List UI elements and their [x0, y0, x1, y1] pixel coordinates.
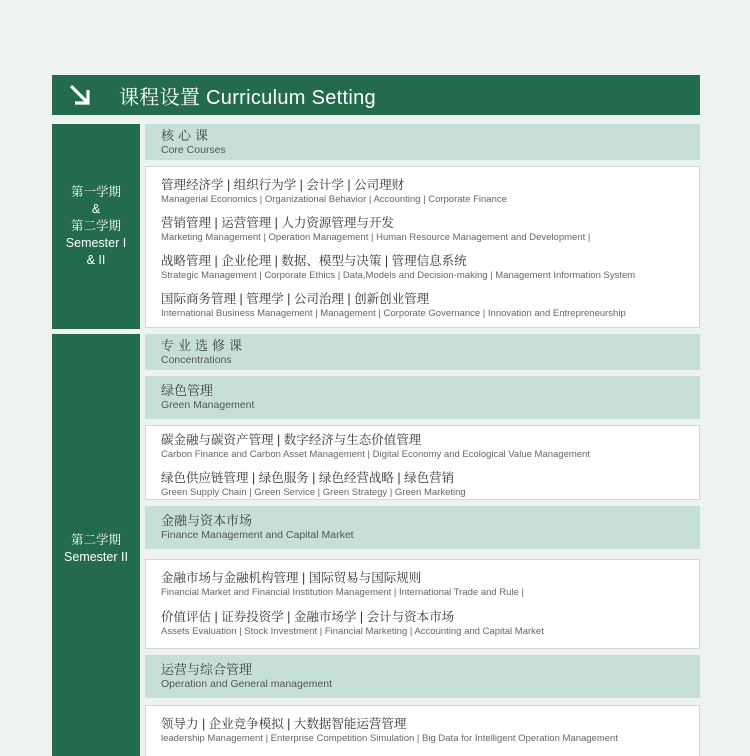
list-item: 碳金融与碳资产管理 | 数字经济与生态价值管理 Carbon Finance and Carbon Asset Management | Digital Economy and Ecological Value Management: [161, 433, 590, 460]
list-item: 领导力 | 企业竞争模拟 | 大数据智能运营管理 leadership Management | Enterprise Competition Simulation | Big Data for Intelligent Operation Management: [161, 717, 618, 744]
green-management-list: [145, 425, 700, 500]
list-item: 营销管理 | 运营管理 | 人力资源管理与开发 Marketing Management | Operation Management | Human Resource Management and Development |: [161, 216, 591, 243]
operation-heading: 运营与综合管理 Operation and General management: [145, 655, 700, 698]
operation-list: [145, 705, 700, 756]
core-courses-heading: 核心课 Core Courses: [145, 124, 700, 160]
arrow-down-right-icon: [65, 80, 95, 110]
section-title: 课程设置 Curriculum Setting: [119, 86, 376, 109]
list-item: 战略管理 | 企业伦理 | 数据、模型与决策 | 管理信息系统 Strategic Management | Corporate Ethics | Data,Models and Decision-making | Management Information System: [161, 254, 636, 281]
list-item: 绿色供应链管理 | 绿色服务 | 绿色经营战略 | 绿色营销 Green Supply Chain | Green Service | Green Strategy | Green Marketing: [161, 471, 466, 498]
list-item: 国际商务管理 | 管理学 | 公司治理 | 创新创业管理 International Business Management | Management | Corporate Governance | Innovation and Entrepreneurship: [161, 292, 626, 319]
concentrations-heading: 专业选修课 Concentrations: [145, 334, 700, 370]
finance-heading: 金融与资本市场 Finance Management and Capital Market: [145, 506, 700, 549]
green-management-heading: 绿色管理 Green Management: [145, 376, 700, 419]
section-header: [52, 75, 700, 115]
semester-label-1: 第一学期 & 第二学期 Semester I & II: [52, 124, 140, 329]
list-item: 管理经济学 | 组织行为学 | 会计学 | 公司理财 Managerial Economics | Organizational Behavior | Accounting | Corporate Finance: [161, 178, 507, 205]
list-item: 价值评估 | 证券投资学 | 金融市场学 | 会计与资本市场 Assets Evaluation | Stock Investment | Financial Marketing | Accounting and Capital Market: [161, 610, 544, 637]
list-item: 金融市场与金融机构管理 | 国际贸易与国际规则 Financial Market and Financial Institution Management | International Trade and Rule |: [161, 571, 524, 598]
semester-label-2: 第二学期 Semester II: [52, 334, 140, 756]
core-courses-list: [145, 166, 700, 328]
finance-list: [145, 559, 700, 649]
